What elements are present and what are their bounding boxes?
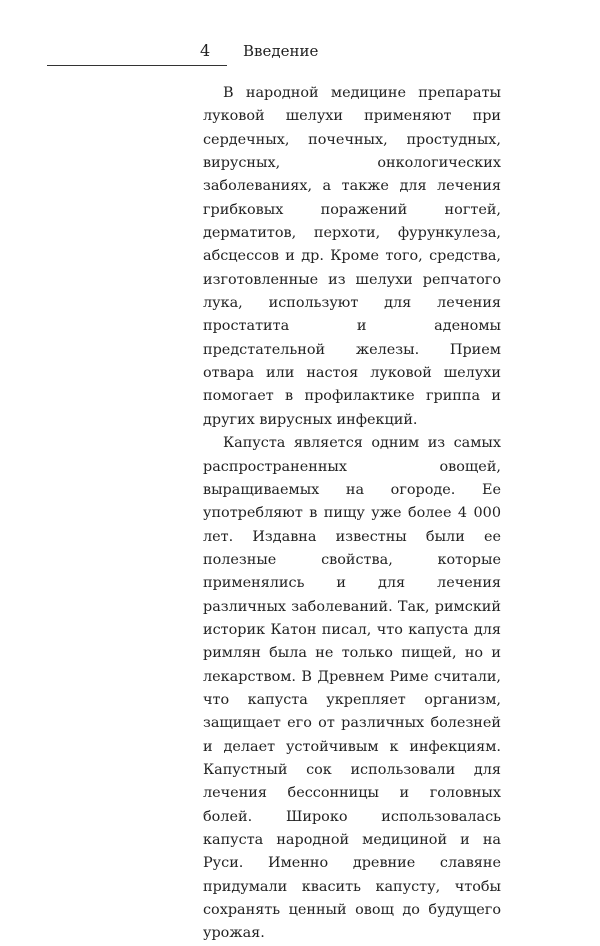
page-header <box>0 0 600 70</box>
paragraph: Капуста является одним из самых распространенных овощей, выращиваемых на огороде. Ее употребляют в пищу уже более 4 000 лет. Издавна известны были ее полезные свойства, которые применялись и для лечения различных заболеваний. Так, римский историк Катон писал, что капуста для римлян была не только пищей, но и лекарством. В Древнем Риме считали, что капуста укрепляет организм, защищает его от различных болезней и делает устойчивым к инфекциям. Капустный сок использовали для лечения бессонницы и головных болей. Широко использовалась капуста народной медициной и на Руси. Именно древние славяне придумали квасить капусту, чтобы сохранять ценный овощ до будущего урожая. <box>203 435 501 942</box>
body-text <box>203 82 501 946</box>
page-number: 4 <box>200 41 211 60</box>
header-rule <box>47 65 227 66</box>
paragraph: В народной медицине препараты луковой шелухи применяют при сердечных, почечных, простудных, вирусных, онкологических заболеваниях, а также для лечения грибковых поражений ногтей, дерматитов, перхоти, фурункулеза, абсцессов и др. Кроме того, средства, изготовленные из шелухи репчатого лука, используют для лечения простатита и аденомы предстательной железы. Прием отвара или настоя луковой шелухи помогает в профилактике гриппа и других вирусных инфекций. <box>203 85 501 428</box>
section-title: Введение <box>243 42 319 60</box>
